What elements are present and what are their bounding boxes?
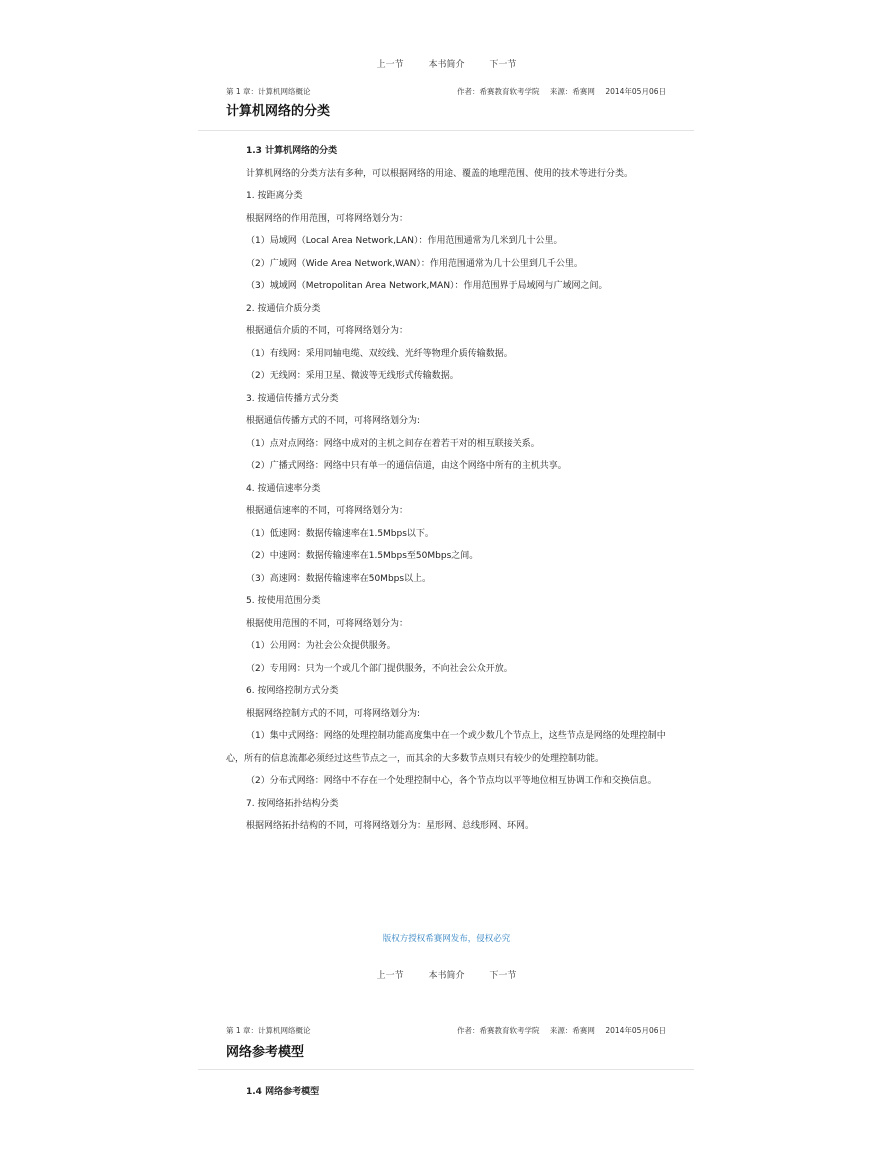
section-heading: 1.3 计算机网络的分类 xyxy=(246,146,338,156)
prev-section-link[interactable]: 上一节 xyxy=(376,60,404,70)
paragraph: 根据网络拓扑结构的不同，可将网络划分为：星形网、总线形网、环网。 xyxy=(246,821,535,831)
page-title: 网络参考模型 xyxy=(226,1045,305,1060)
paragraph: （2）无线网：采用卫星、微波等无线形式传输数据。 xyxy=(246,371,459,381)
article-body xyxy=(226,140,666,838)
paragraph: 根据网络的作用范围，可将网络划分为： xyxy=(246,213,409,224)
author-label: 作者：希赛教育软考学院 xyxy=(457,87,540,96)
book-intro-link[interactable]: 本书简介 xyxy=(428,971,465,981)
paragraph: （3）高速网：数据传输速率在50Mbps以上。 xyxy=(246,573,432,584)
paragraph: （2）专用网：只为一个或几个部门提供服务，不向社会公众开放。 xyxy=(246,663,513,674)
copyright-notice: 版权方授权希赛网发布，侵权必究 xyxy=(382,934,511,944)
paragraph: （2）分布式网络：网络中不存在一个处理控制中心，各个节点均以平等地位相互协调工作和交换信息。 xyxy=(246,776,657,786)
paragraph: （1）低速网：数据传输速率在1.5Mbps以下。 xyxy=(246,528,434,539)
article-meta xyxy=(226,1025,666,1036)
article-info xyxy=(449,1025,666,1036)
book-intro-link[interactable]: 本书简介 xyxy=(428,60,465,70)
paragraph: 7. 按网络拓扑结构分类 xyxy=(246,798,339,809)
next-section-link[interactable]: 下一节 xyxy=(489,971,517,981)
divider xyxy=(198,130,694,131)
article-info xyxy=(449,86,666,97)
bottom-nav xyxy=(0,968,893,981)
paragraph: 计算机网络的分类方法有多种，可以根据网络的用途、覆盖的地理范围、使用的技术等进行分类。 xyxy=(246,168,634,179)
paragraph: 1. 按距离分类 xyxy=(246,191,303,201)
date-label: 2014年05月06日 xyxy=(605,87,666,96)
source-label: 来源：希赛网 xyxy=(549,87,595,96)
chapter-label: 第 1 章：计算机网络概论 xyxy=(226,1026,311,1035)
source-label: 来源：希赛网 xyxy=(549,1026,595,1035)
paragraph: 根据通信速率的不同，可将网络划分为： xyxy=(246,506,409,516)
next-section-link[interactable]: 下一节 xyxy=(489,60,517,70)
page-title: 计算机网络的分类 xyxy=(226,104,331,119)
paragraph: （2）广域网（Wide Area Network,WAN）：作用范围通常为几十公里到几千公里。 xyxy=(246,258,583,269)
chapter-label: 第 1 章：计算机网络概论 xyxy=(226,87,311,96)
date-label: 2014年05月06日 xyxy=(605,1026,666,1035)
paragraph: （1）有线网：采用同轴电缆、双绞线、光纤等物理介质传输数据。 xyxy=(246,348,513,359)
paragraph: 根据网络控制方式的不同，可将网络划分为: xyxy=(246,708,421,719)
paragraph: （1）局域网（Local Area Network,LAN）：作用范围通常为几米到几十公里。 xyxy=(246,236,563,246)
paragraph: 根据通信传播方式的不同，可将网络划分为: xyxy=(246,416,421,426)
paragraph: 6. 按网络控制方式分类 xyxy=(246,686,339,696)
paragraph: 2. 按通信介质分类 xyxy=(246,303,321,314)
paragraph: 根据通信介质的不同，可将网络划分为： xyxy=(246,326,409,336)
paragraph: （1）公用网：为社会公众提供服务。 xyxy=(246,641,396,651)
paragraph: 3. 按通信传播方式分类 xyxy=(246,393,339,404)
divider xyxy=(198,1069,694,1070)
paragraph: （3）城域网（Metropolitan Area Network,MAN）：作用范围界于局域网与广域网之间。 xyxy=(246,281,608,291)
paragraph: （2）中速网：数据传输速率在1.5Mbps至50Mbps之间。 xyxy=(246,551,479,561)
paragraph: （1）集中式网络：网络的处理控制功能高度集中在一个或少数几个节点上，这些节点是网络的处理控制中心，所有的信息流都必须经过这些节点之一，而其余的大多数节点则只有较少的处理控制功能。 xyxy=(226,731,666,764)
article-meta xyxy=(226,86,666,97)
paragraph: 5. 按使用范围分类 xyxy=(246,596,321,606)
paragraph: （1）点对点网络：网络中成对的主机之间存在着若干对的相互联接关系。 xyxy=(246,438,540,449)
author-label: 作者：希赛教育软考学院 xyxy=(457,1026,540,1035)
paragraph: （2）广播式网络：网络中只有单一的通信信道，由这个网络中所有的主机共享。 xyxy=(246,461,567,471)
paragraph: 4. 按通信速率分类 xyxy=(246,483,321,494)
section-heading: 1.4 网络参考模型 xyxy=(246,1087,320,1097)
prev-section-link[interactable]: 上一节 xyxy=(376,971,404,981)
top-nav xyxy=(0,57,893,70)
paragraph: 根据使用范围的不同，可将网络划分为： xyxy=(246,618,409,629)
